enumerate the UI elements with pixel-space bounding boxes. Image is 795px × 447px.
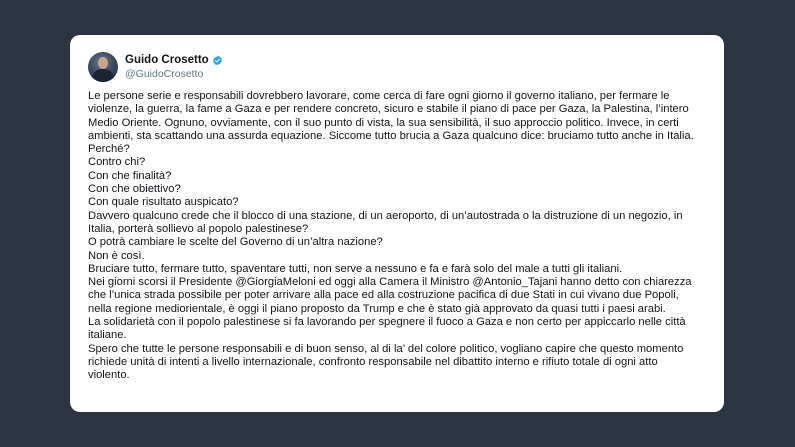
tweet-text-line: Con che obiettivo?	[88, 183, 181, 196]
tweet-text-line: Perché?	[88, 143, 130, 156]
tweet-text-line: che l’unica strada possibile per poter arrivare alla pace ed alla costruzione pacifica di due Stati in cui vivano due Popoli,	[88, 289, 679, 302]
tweet-text-line: Medio Oriente. Ognuno, ovviamente, con il suo punto di vista, la sua sensibilità, il suo approccio politico. Invece, in certi	[88, 116, 679, 129]
tweet-text-line: Spero che tutte le persone responsabili e di buon senso, al di la’ del colore politico, vogliano capire che questo momento	[88, 342, 684, 355]
tweet-text-line: Con quale risultato auspicato?	[88, 196, 239, 209]
tweet-text-line: Italia, porterà sollievo al popolo palestinese?	[88, 222, 309, 235]
tweet-text-line: Contro chi?	[88, 156, 146, 169]
author-handle[interactable]: @GuidoCrosetto	[125, 68, 204, 80]
tweet-card	[70, 35, 724, 412]
avatar-head-shape	[98, 57, 108, 69]
avatar-body-shape	[92, 69, 114, 82]
tweet-text	[88, 90, 708, 383]
tweet-text-line: Non è così.	[88, 249, 145, 262]
verified-badge-icon	[212, 55, 223, 66]
user-info	[125, 53, 223, 81]
tweet-text-line: Le persone serie e responsabili dovrebbero lavorare, come cerca di fare ogni giorno il governo italiano, per fermare le	[88, 90, 670, 102]
avatar[interactable]	[88, 52, 118, 82]
tweet-text-line: Bruciare tutto, fermare tutto, spaventare tutti, non serve a nessuno e fa e farà solo del male a tutti gli italiani.	[88, 262, 623, 275]
tweet-text-line: italiane.	[88, 329, 127, 342]
tweet-text-line: O potrà cambiare le scelte del Governo di un’altra nazione?	[88, 236, 383, 249]
tweet-text-line: nella regione mediorientale, è oggi il piano proposto da Trump e che è stato già approvato da quasi tutti i paesi arabi.	[88, 302, 666, 315]
tweet-text-line: Davvero qualcuno crede che il blocco di una stazione, di un aeroporto, di un’autostrada o la distruzione di un negozio, in	[88, 209, 683, 222]
author-name[interactable]: Guido Crosetto	[125, 54, 209, 66]
tweet-text-line: La solidarietà con il popolo palestinese si fa lavorando per spegnere il fuoco a Gaza e non certo per appiccarlo nelle città	[88, 316, 686, 329]
tweet-text-line: Con che finalità?	[88, 169, 172, 182]
name-row	[125, 53, 223, 67]
tweet-text-line: ambienti, sta scattando una assurda equazione. Siccome tutto brucia a Gaza qualcuno dice: bruciamo tutto anche in Italia.	[88, 129, 694, 142]
tweet-text-line: violenze, la guerra, la fame a Gaza e per rendere concreto, sicuro e stabile il piano di pace per Gaza, la Palestina, l’intero	[88, 103, 689, 116]
tweet-header	[88, 52, 223, 82]
tweet-text-line: Nei giorni scorsi il Presidente @GiorgiaMeloni ed oggi alla Camera il Ministro @Antonio_Tajani hanno detto con chiarezza	[88, 276, 692, 289]
tweet-text-line: violento.	[88, 369, 130, 382]
tweet-text-line: richiede unità di intenti a livello internazionale, confronto responsabile nel dibattito interno e rifiuto totale di ogni atto	[88, 355, 658, 368]
